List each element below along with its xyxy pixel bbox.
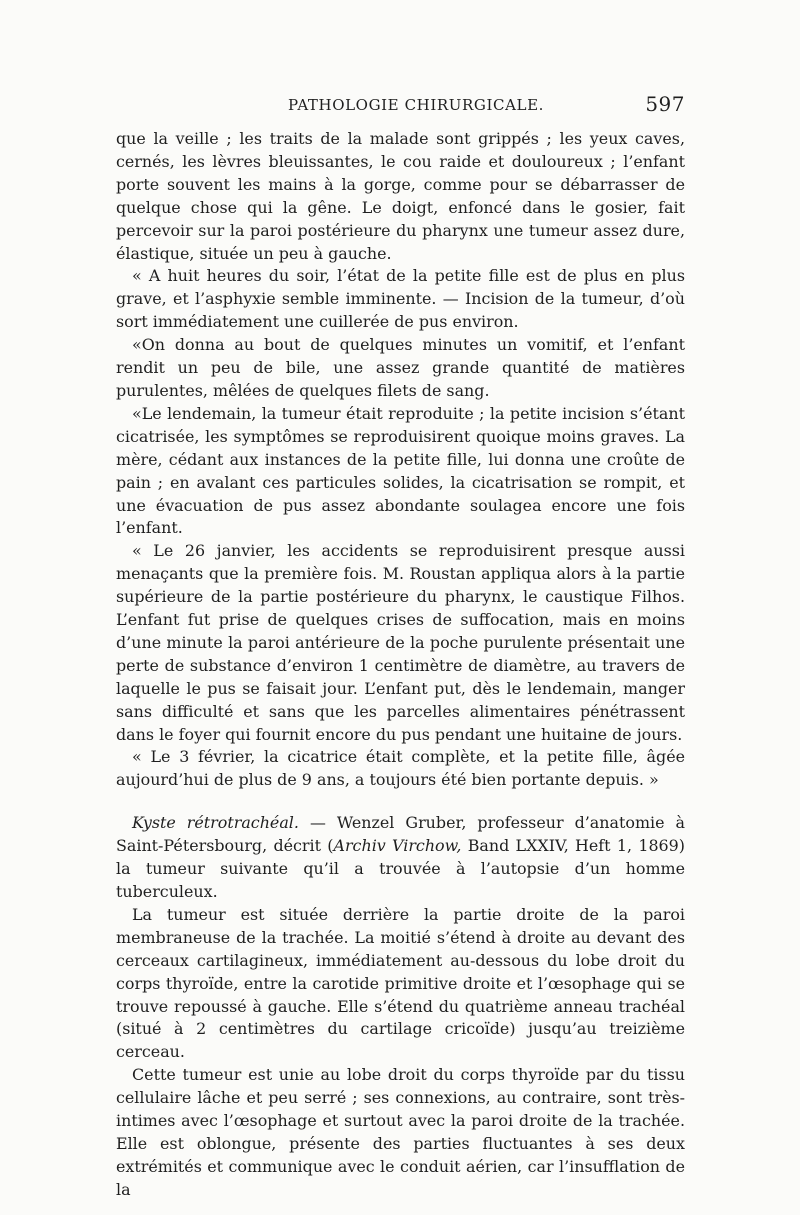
paragraph-asphyxia: « A huit heures du soir, l’état de la petite fille est de plus en plus grave, et l’asphyxie semble imminente. — Incision de la tumeur, d’où sort immédiatement une cuillerée de pus environ. [116,266,685,332]
running-head: PATHOLOGIE CHIRURGICALE. [288,96,545,114]
section-citation: Band LXXIV, Heft 1, 1869) la tumeur suivante qu’il a trouvée à l’autopsie d’un homme tuberculeux. [116,836,685,901]
page-number: 597 [645,92,685,116]
paragraph-tumeur-situee: La tumeur est située derrière la partie droite de la paroi membraneuse de la trachée. La moitié s’étend à droite au devant des cerceaux cartilagineux, immédiatement au-dessous du lobe droit du corps thyroïde, entre la carotide primitive droite et l’œsophage qui se trouve repoussé à gauche. Elle s’étend du quatrième anneau trachéal (situé à 2 centimètres du cartilage cricoïde) jusqu’au treizième cerceau. [116,904,685,1062]
paragraph-tumeur-unie: Cette tumeur est unie au lobe droit du corps thyroïde par du tissu cellulaire lâche et peu serré ; ses connexions, au contraire, sont très-intimes avec l’œsophage et surtout avec la paroi droite de la trachée. Elle est oblongue, présente des parties fluctuantes à ses deux extrémités et communique avec le conduit aérien, car l’insufflation de la [116,1065,685,1199]
paragraph-vomitif: «On donna au bout de quelques minutes un vomitif, et l’enfant rendit un peu de bile, une assez grande quantité de matières purulentes, mêlées de quelques filets de sang. [116,335,685,400]
paragraph-lendemain: «Le lendemain, la tumeur était reproduite ; la petite incision s’étant cicatrisée, les symptômes se reproduisirent quoique moins graves. La mère, cédant aux instances de la petite fille, lui donna une croûte de pain ; en avalant ces particules solides, la cicatrisation se rompit, et une évacuation de pus assez abondante soulagea encore une fois l’enfant. [116,403,685,538]
section-source: Archiv Virchow, [333,836,462,856]
section-title: Kyste rétrotrachéal. [132,813,299,833]
paragraph-3-fevrier: « Le 3 février, la cicatrice était complète, et la petite fille, âgée aujourd’hui de plus de 9 ans, a toujours été bien portante depuis. » [116,747,685,790]
page-header [116,92,685,122]
body-text [116,128,685,1202]
paragraph-26-janvier: « Le 26 janvier, les accidents se reproduisirent presque aussi menaçants que la première fois. M. Roustan appliqua alors à la partie supérieure de la partie postérieure du pharynx, le caustique Filhos. L’enfant fut prise de quelques crises de suffocation, mais en moins d’une minute la paroi antérieure de la poche purulente présentait une perte de substance d’environ 1 centimètre de diamètre, au travers de laquelle le pus se faisait jour. L’enfant put, dès le lendemain, manger sans difficulté et sans que les parcelles alimentaires pénétrassent dans le foyer qui fournit encore du pus pendant une huitaine de jours. [116,541,685,744]
section-intro-paragraph [116,812,685,904]
section-break [116,792,685,812]
section-intro-text: — Wenzel Gruber, professeur d’anatomie à Saint-Pétersbourg, décrit ( [116,813,685,856]
paragraph-continued: que la veille ; les traits de la malade sont grippés ; les yeux caves, cernés, les lèvres bleuissantes, le cou raide et douloureux ; l’enfant porte souvent les mains à la gorge, comme pour se débarrasser de quelque chose qui la gêne. Le doigt, enfoncé dans le gosier, fait percevoir sur la paroi postérieure du pharynx une tumeur assez dure, élastique, située un peu à gauche. [116,129,685,263]
